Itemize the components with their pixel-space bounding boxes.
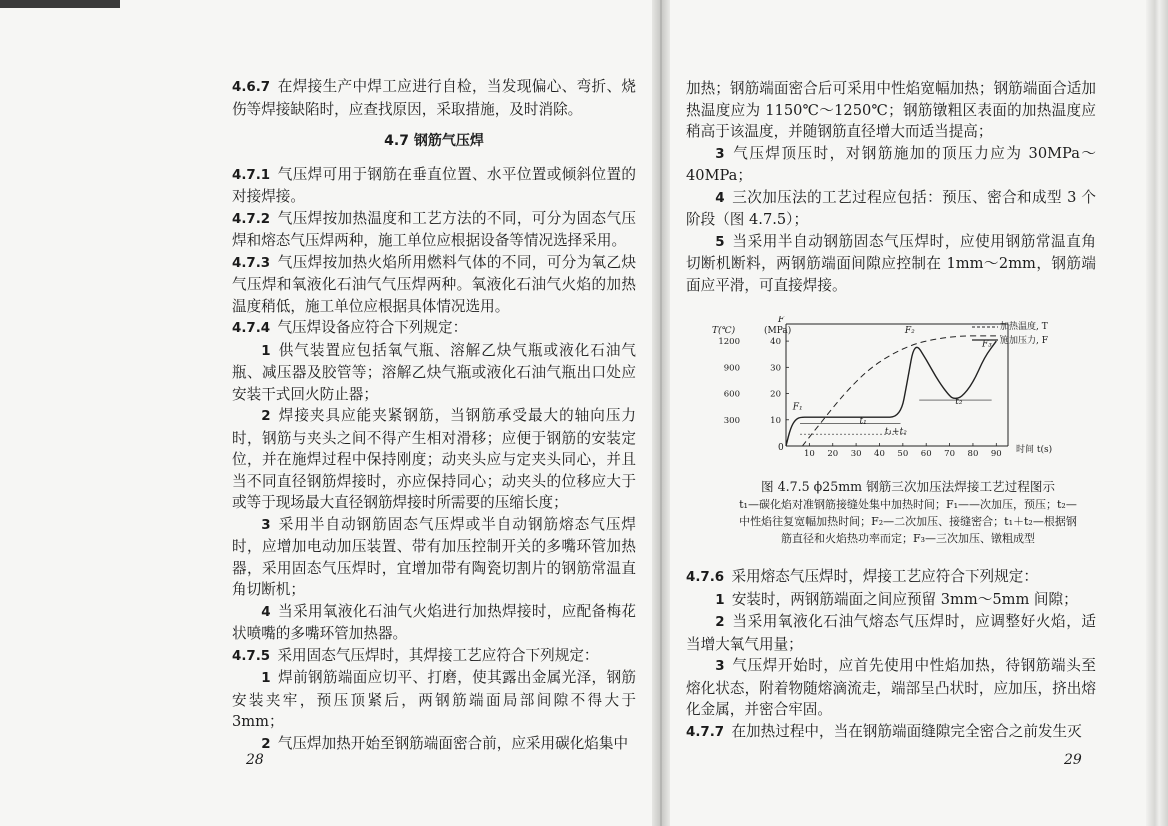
chart-annotation: F₃ bbox=[982, 339, 992, 350]
clause-number: 1 bbox=[261, 671, 271, 686]
clause-paragraph bbox=[232, 645, 636, 668]
figure-caption bbox=[698, 478, 1118, 547]
clause-paragraph bbox=[686, 721, 1096, 744]
clause-number: 2 bbox=[715, 615, 725, 630]
clause-paragraph bbox=[232, 601, 636, 645]
x-tick-label: 10 bbox=[803, 449, 815, 459]
clause-text: 加热；钢筋端面密合后可采用中性焰宽幅加热；钢筋端面合适加热温度应为 1150℃～1250℃；钢筋镦粗区表面的加热温度应稍高于该温度，并随钢筋直径增大而适当提高； bbox=[686, 80, 1096, 140]
clause-number: 2 bbox=[261, 736, 271, 752]
chart-annotation: F₁ bbox=[792, 402, 803, 413]
clause-text: 气压焊开始时，应首先使用中性焰加热，待钢筋端头至熔化状态，附着物随熔滴流走，端部呈凸状时，应加压，挤出熔化金属，并密合牢固。 bbox=[686, 657, 1096, 718]
figure-caption-note-1: t₁—碳化焰对准钢筋接缝处集中加热时间；F₁——次加压，预压；t₂— bbox=[739, 498, 1077, 511]
x-tick-label: 30 bbox=[850, 449, 862, 459]
clause-number: 4.7.5 bbox=[232, 648, 271, 664]
clause-text: 气压焊顶压时，对钢筋施加的顶压力应为 30MPa～40MPa； bbox=[686, 144, 1096, 184]
clause-number: 4 bbox=[715, 190, 725, 206]
clause-text: 当采用半自动钢筋固态气压焊时，应使用钢筋常温直角切断机断料，两钢筋端面间隙应控制在 1mm～2mm，钢筋端面应平滑，可直接焊接。 bbox=[686, 232, 1096, 294]
clause-paragraph bbox=[232, 667, 636, 733]
clause-text: 当采用氧液化石油气火焰进行加热焊接时，应配备梅花状喷嘴的多嘴环管加热器。 bbox=[232, 602, 636, 642]
y-axis-label-F: F bbox=[778, 316, 785, 325]
clause-paragraph bbox=[232, 208, 636, 252]
x-tick-label: 20 bbox=[827, 449, 839, 459]
clause-text: 在焊接生产中焊工应进行自检，当发现偏心、弯折、烧伤等焊接缺陷时，应查找原因，采取措施，及时消除。 bbox=[232, 78, 636, 118]
clause-text: 供气装置应包括氧气瓶、溶解乙炔气瓶或液化石油气瓶、减压器及胶管等；溶解乙炔气瓶或液化石油气瓶出口处应安装干式回火防止器； bbox=[232, 341, 636, 403]
y-tick-label-F: 20 bbox=[770, 389, 781, 400]
clause-number: 3 bbox=[715, 146, 725, 162]
clause-number: 3 bbox=[261, 517, 271, 533]
clause-text: 气压焊设备应符合下列规定： bbox=[277, 319, 468, 336]
clause-paragraph bbox=[686, 589, 1096, 612]
x-tick-label: 80 bbox=[967, 449, 979, 459]
legend-label: 加热温度, T bbox=[1000, 322, 1048, 332]
clause-text: 采用半自动钢筋固态气压焊或半自动钢筋熔态气压焊时，应增加电动加压装置、带有加压控制开关的多嘴环管加热器，采用固态气压焊时，宜增加带有陶瓷切割片的钢筋常温直角切断机； bbox=[232, 515, 636, 598]
y-axis-label-T: T(℃) bbox=[712, 326, 736, 336]
clause-text: 采用固态气压焊时，其焊接工艺应符合下列规定： bbox=[277, 646, 599, 664]
clause-paragraph bbox=[686, 566, 1096, 589]
y-tick-label-T: 900 bbox=[723, 363, 740, 374]
origin-label: 0 bbox=[778, 443, 784, 453]
welding-process-chart bbox=[710, 316, 1100, 476]
clause-number: 1 bbox=[261, 343, 271, 359]
clause-text: 气压焊可用于钢筋在垂直位置、水平位置或倾斜位置的对接焊接。 bbox=[232, 165, 636, 205]
section-heading: 4.7 钢筋气压焊 bbox=[384, 133, 484, 149]
page-number-right: 29 bbox=[1064, 752, 1082, 768]
clause-text: 气压焊加热开始至钢筋端面密合前，应采用碳化焰集中 bbox=[277, 734, 629, 752]
clause-paragraph bbox=[232, 405, 636, 514]
clause-number: 2 bbox=[261, 409, 271, 424]
chart-annotation: t₁+t₂ bbox=[884, 427, 907, 438]
x-tick-label: 40 bbox=[874, 449, 885, 459]
y-tick-label-F: 10 bbox=[770, 415, 781, 426]
clause-number: 4.7.4 bbox=[232, 321, 271, 336]
clause-number: 4.6.7 bbox=[232, 80, 271, 95]
book-gutter bbox=[652, 0, 670, 826]
right-page-body-top bbox=[686, 78, 1096, 296]
clause-paragraph bbox=[686, 231, 1096, 297]
clause-paragraph bbox=[232, 514, 636, 601]
x-tick-label: 60 bbox=[920, 449, 932, 459]
clause-paragraph bbox=[232, 164, 636, 208]
clause-text: 三次加压法的工艺过程应包括：预压、密合和成型 3 个阶段（图 4.7.5）； bbox=[686, 188, 1096, 228]
clause-text: 在加热过程中，当在钢筋端面缝隙完全密合之前发生灭 bbox=[731, 722, 1082, 740]
clause-number: 5 bbox=[715, 234, 725, 250]
clause-paragraph bbox=[232, 733, 636, 756]
clause-number: 1 bbox=[715, 592, 725, 608]
clause-number: 4 bbox=[261, 604, 271, 620]
clause-number: 4.7.2 bbox=[232, 211, 271, 227]
clause-text: 安装时，两钢筋端面之间应预留 3mm～5mm 间隙； bbox=[731, 590, 1078, 608]
clause-text: 当采用氧液化石油气熔态气压焊时，应调整好火焰，适当增大氧气用量； bbox=[686, 613, 1096, 653]
clause-text: 焊前钢筋端面应切平、打磨，使其露出金属光泽，钢筋安装夹牢，预压顶紧后，两钢筋端面局部间隙不得大于 3mm； bbox=[232, 669, 636, 730]
chart-annotation: t₁ bbox=[859, 416, 867, 427]
legend-label: 施加压力, F bbox=[1000, 336, 1048, 346]
y-axis-unit-F: (MPa) bbox=[764, 326, 792, 336]
y-tick-label-T: 300 bbox=[723, 415, 740, 426]
y-tick-label-T: 1200 bbox=[718, 337, 740, 348]
y-tick-label-F: 30 bbox=[770, 363, 781, 374]
left-page-body bbox=[232, 76, 636, 755]
clause-number: 4.7.7 bbox=[686, 724, 725, 740]
clause-text: 采用熔态气压焊时，焊接工艺应符合下列规定： bbox=[731, 568, 1038, 585]
clause-text: 气压焊按加热温度和工艺方法的不同，可分为固态气压焊和熔态气压焊两种，施工单位应根据设备等情况选择采用。 bbox=[232, 209, 636, 249]
x-axis-label: 时间 t(s) bbox=[1016, 445, 1053, 455]
page-edge-stack bbox=[1146, 0, 1168, 826]
clause-number: 4.7.1 bbox=[232, 167, 271, 183]
figure-caption-note-3: 筋直径和火焰热功率而定；F₃—三次加压、镦粗成型 bbox=[780, 532, 1036, 545]
clause-paragraph bbox=[686, 611, 1096, 655]
clause-paragraph bbox=[232, 76, 636, 120]
right-page bbox=[670, 0, 1146, 826]
x-tick-label: 70 bbox=[944, 449, 955, 459]
clause-paragraph bbox=[232, 340, 636, 406]
figure-caption-note-2: 中性焰往复宽幅加热时间；F₂—二次加压、接缝密合；t₁＋t₂—根据钢 bbox=[739, 515, 1077, 528]
x-tick-label: 90 bbox=[990, 449, 1002, 459]
paragraph-continued bbox=[686, 78, 1096, 143]
clause-text: 焊接夹具应能夹紧钢筋，当钢筋承受最大的轴向压力时，钢筋与夹头之间不得产生相对滑移；应便于钢筋的安装定位，并在施焊过程中保持刚度；动夹头应与定夹头同心，并且当不同直径钢筋焊接时，亦应保持同心；动夹头的位移应大于或等于现场最大直径钢筋焊接时所需要的压缩长度； bbox=[232, 407, 636, 511]
clause-paragraph bbox=[232, 317, 636, 340]
clause-paragraph bbox=[686, 187, 1096, 231]
clause-text: 气压焊按加热火焰所用燃料气体的不同，可分为氧乙炔气压焊和氧液化石油气气压焊两种。氧液化石油气火焰的加热温度稍低，施工单位应根据具体情况选用。 bbox=[232, 253, 636, 315]
y-tick-label-F: 40 bbox=[770, 337, 781, 348]
clause-number: 4.7.6 bbox=[686, 570, 725, 585]
clause-paragraph bbox=[686, 143, 1096, 187]
right-page-body-bottom bbox=[686, 566, 1096, 743]
y-tick-label-T: 600 bbox=[723, 389, 740, 400]
figure-caption-title: 图 4.7.5 ϕ25mm 钢筋三次加压法焊接工艺过程图示 bbox=[760, 479, 1056, 494]
clause-number: 3 bbox=[715, 659, 725, 674]
clause-number: 4.7.3 bbox=[232, 255, 271, 271]
clause-paragraph bbox=[686, 655, 1096, 721]
chart-annotation: F₂ bbox=[904, 326, 915, 337]
x-tick-label: 50 bbox=[897, 449, 909, 459]
chart-annotation: t₂ bbox=[955, 397, 963, 408]
page-number-left: 28 bbox=[246, 752, 264, 768]
clause-paragraph bbox=[232, 252, 636, 318]
